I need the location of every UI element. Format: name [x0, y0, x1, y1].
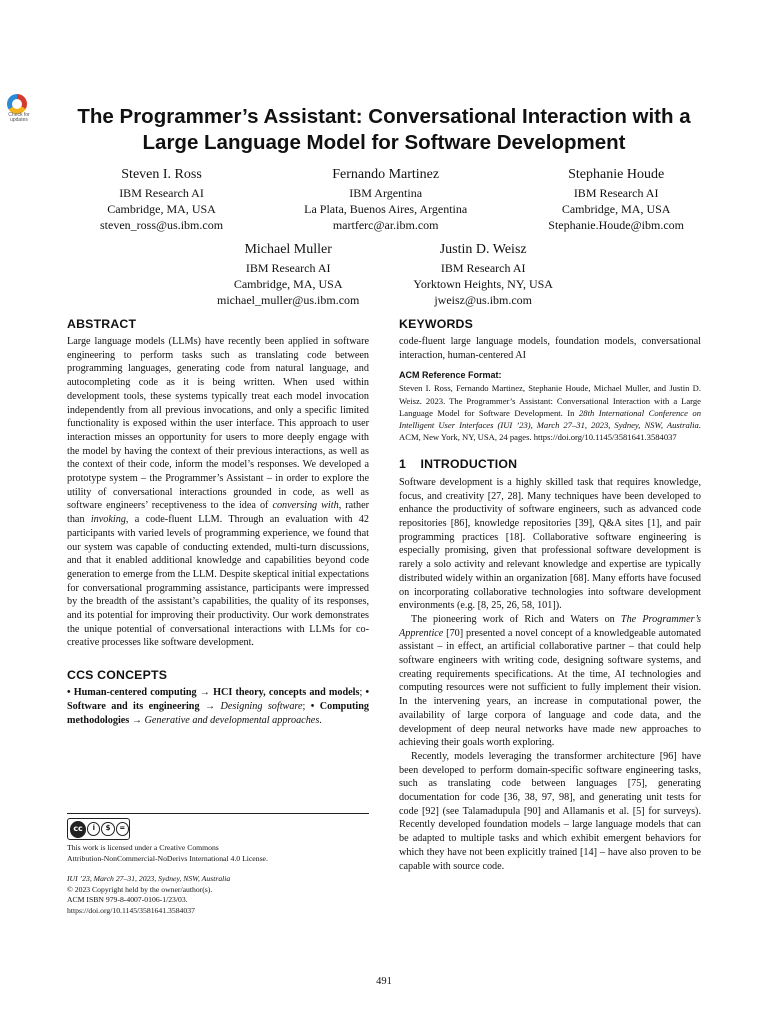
abstract-text: Large language models (LLMs) have recently been applied in software engineering to perform tasks such as translating code between programming languages, generating code from natural language, and autocompleting code as it is being written. When used within development tools, these systems typically treat each model invocation independently from all previous invocations, and only a specific limited functionality is exposed within the user interface. This approach to user interaction misses an opportunity for users to more deeply engage with the model by having the context of their previous interactions, as well as the context of their code, inform the model’s responses. We developed a prototype system – the Programmer’s Assistant – in order to explore the utility of conversational interactions grounded in code, as well as software engineers’ receptiveness to the idea of conversing with, rather than invoking, a code-fluent LLM. Through an evaluation with 42 participants with varied levels of programming experience, we found that our system was capable of conducting extended, multi-turn discussions, and that it enabled additional knowledge and capabilities beyond code generation to emerge from the LLM. Despite skeptical initial expectations for conversational programming assistance, participants were impressed by the breadth of the assistant’s capabilities, the quality of its responses, and its potential for improving their productivity. Our work demonstrates the unique potential of conversational interactions with LLMs for co-creative processes like software development.: [67, 336, 369, 649]
author-block: [413, 241, 553, 308]
author-block: [304, 166, 467, 233]
acm-reference-heading: ACM Reference Format:: [399, 370, 502, 381]
author-org: IBM Research AI: [119, 186, 204, 200]
author-org: IBM Research AI: [573, 186, 659, 200]
author-location: Cambridge, MA, USA: [107, 202, 216, 216]
author-org: IBM Argentina: [349, 186, 423, 200]
intro-paragraph-3: Recently, models leveraging the transformer architecture [96] have been developed to perform domain-specific software engineering tasks, such as translating code between languages [75], generating documentation for code [36, 38, 97, 98], and generating unit tests for code [92] (see Talamadupula [90] and Allamanis et al. [5] for surveys). Recently developed foundation models – large language models that can be adapted to multiple tasks and which exhibit emergent behaviors for which they have not been explicitly trained [14] – have also proven to be capable with source code.: [399, 750, 701, 872]
right-column: [399, 316, 701, 873]
ccs-concepts: • Human-centered computing → HCI theory, concepts and models; • Software and its engineering → Designing software; • Computing methodologies → Generative and developmental approaches.: [67, 687, 370, 726]
author-location: Cambridge, MA, USA: [233, 277, 343, 291]
intro-paragraph-1: Software development is a highly skilled task that requires knowledge, focus, and creativity [27, 28]. Many techniques have been developed to enhance the productivity of software engineers, such as advanced code repositories [86], knowledge repositories [39], Q&A sites [1], and pair programming practices [18]. Collaborative software engineering is especially promising, given that professional software development is rarely a solo activity and relevant knowledge and expertise are typically distributed widely within an organization [68]. Many efforts have focused on incorporating collaborative technologies into software development environments (e.g. [8, 25, 26, 58, 101]).: [399, 476, 701, 612]
author-location: Yorktown Heights, NY, USA: [413, 277, 553, 291]
ccs-heading: CCS CONCEPTS: [67, 668, 168, 683]
badge-label: Check for updates: [8, 112, 30, 123]
introduction-heading: 1 INTRODUCTION: [399, 456, 518, 471]
author-name: Stephanie Houde: [568, 167, 665, 182]
doi-link[interactable]: https://doi.org/10.1145/3581641.3584037: [67, 906, 195, 916]
author-location: Cambridge, MA, USA: [561, 202, 671, 216]
author-email[interactable]: jweisz@us.ibm.com: [434, 293, 533, 307]
check-for-updates-badge[interactable]: [3, 94, 35, 126]
author-org: IBM Research AI: [245, 261, 331, 275]
left-column: [67, 316, 369, 727]
copyright-block: [67, 874, 369, 917]
license-text: This work is licensed under a Creative Commons Attribution-NonCommercial-NoDerivs International 4.0 License.: [67, 843, 268, 863]
cc-icon: cc: [70, 821, 86, 838]
author-name: Steven I. Ross: [121, 167, 202, 182]
author-email[interactable]: michael_muller@us.ibm.com: [217, 293, 360, 307]
page-number: 491: [376, 976, 392, 987]
creative-commons-logo[interactable]: [67, 818, 130, 840]
footnote-rule: [67, 813, 369, 814]
conference-info: IUI ’23, March 27–31, 2023, Sydney, NSW, Australia: [67, 874, 231, 883]
title-line-2: Large Language Model for Software Development: [142, 131, 626, 154]
acm-reference-text: Steven I. Ross, Fernando Martinez, Stephanie Houde, Michael Muller, and Justin D. Weisz. 2023. The Programmer’s Assistant: Conversational Interaction with a Large Language Model for Software Development. In 28th International Conference on Intelligent User Interfaces (IUI ’23), March 27–31, 2023, Sydney, NSW, Australia. ACM, New York, NY, USA, 24 pages. https://doi.org/10.1145/3581641.3584037: [399, 383, 701, 442]
copyright-line: © 2023 Copyright held by the owner/author(s).: [67, 884, 213, 894]
author-name: Justin D. Weisz: [439, 242, 527, 257]
author-email[interactable]: Stephanie.Houde@ibm.com: [548, 218, 684, 232]
author-name: Fernando Martinez: [332, 167, 440, 182]
nd-icon: =: [116, 822, 129, 836]
author-block: [548, 166, 684, 233]
author-email[interactable]: steven_ross@us.ibm.com: [100, 218, 224, 232]
nc-icon: $: [101, 822, 114, 836]
author-name: Michael Muller: [244, 242, 332, 257]
abstract-heading: ABSTRACT: [67, 317, 137, 331]
keywords-heading: KEYWORDS: [399, 317, 474, 331]
author-block: [217, 241, 359, 308]
paper-title: [40, 104, 728, 156]
author-location: La Plata, Buenos Aires, Argentina: [304, 202, 468, 216]
authors-row-2: [190, 241, 580, 308]
author-block: [100, 166, 223, 233]
author-email[interactable]: martferc@ar.ibm.com: [332, 218, 439, 232]
isbn-line: ACM ISBN 979-8-4007-0106-1/23/03.: [67, 895, 188, 905]
keywords-text: code-fluent large language models, foundation models, conversational interaction, human-centered AI: [399, 336, 701, 361]
author-org: IBM Research AI: [440, 261, 526, 275]
by-icon: i: [87, 822, 100, 836]
authors-row-1: [100, 166, 684, 233]
intro-paragraph-2: The pioneering work of Rich and Waters on The Programmer’s Apprentice [70] presented a novel concept of a knowledgeable automated assistant – in effect, an artificial collaborative partner – that could help software engineers with writing code, designing software systems, and creating requirements specifications. At the time, AI technologies and computing resources were not sufficient to fully implement their vision. In the intervening years, an increase in computational power, the availability of large corpora of language and code data, and the development of deep neural networks have made new approaches to achieving their goals worth exploring.: [399, 613, 701, 749]
title-line-1: The Programmer’s Assistant: Conversational Interaction with a: [77, 105, 691, 128]
